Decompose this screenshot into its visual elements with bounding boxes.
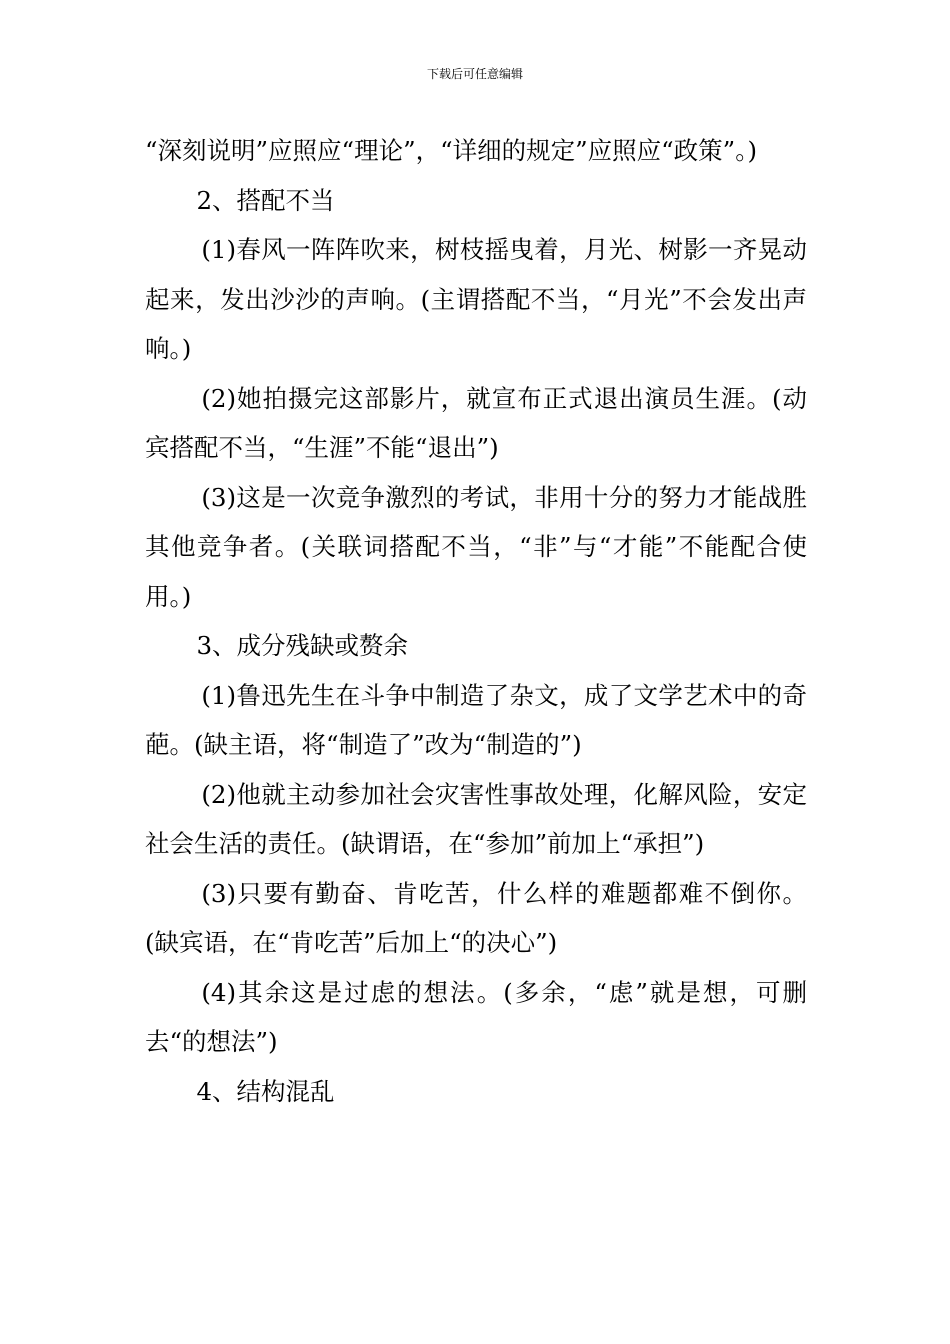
document-body: [145, 126, 807, 1116]
paragraph-example: (3)只要有勤奋、肯吃苦，什么样的难题都难不倒你。(缺宾语，在“肯吃苦”后加上“的决心”): [145, 878, 807, 957]
section-heading-collocation: 2、搭配不当: [196, 185, 335, 215]
paragraph-example: (3)这是一次竞争激烈的考试，非用十分的努力才能战胜其他竞争者。(关联词搭配不当，“非”与“才能”不能配合使用。): [145, 482, 807, 611]
page-header: 下载后可任意编辑: [426, 67, 523, 81]
paragraph-example: (2)她拍摄完这部影片，就宣布正式退出演员生涯。(动宾搭配不当，“生涯”不能“退出”): [145, 383, 807, 462]
paragraph-example: (1)鲁迅先生在斗争中制造了杂文，成了文学艺术中的奇葩。(缺主语，将“制造了”改为“制造的”): [145, 680, 807, 759]
paragraph-example: (2)他就主动参加社会灾害性事故处理，化解风险，安定社会生活的责任。(缺谓语，在“参加”前加上“承担”): [145, 779, 807, 858]
section-heading-missing-redundant: 3、成分残缺或赘余: [196, 631, 409, 660]
paragraph-example: (1)春风一阵阵吹来，树枝摇曳着，月光、树影一齐晃动起来，发出沙沙的声响。(主谓搭配不当，“月光”不会发出声响。): [145, 235, 807, 363]
paragraph-continuation: “深刻说明”应照应“理论”，“详细的规定”应照应“政策”。): [145, 136, 758, 165]
section-heading-structure: 4、结构混乱: [196, 1076, 335, 1106]
paragraph-example: (4)其余这是过虑的想法。(多余，“虑”就是想，可删去“的想法”): [145, 977, 807, 1056]
